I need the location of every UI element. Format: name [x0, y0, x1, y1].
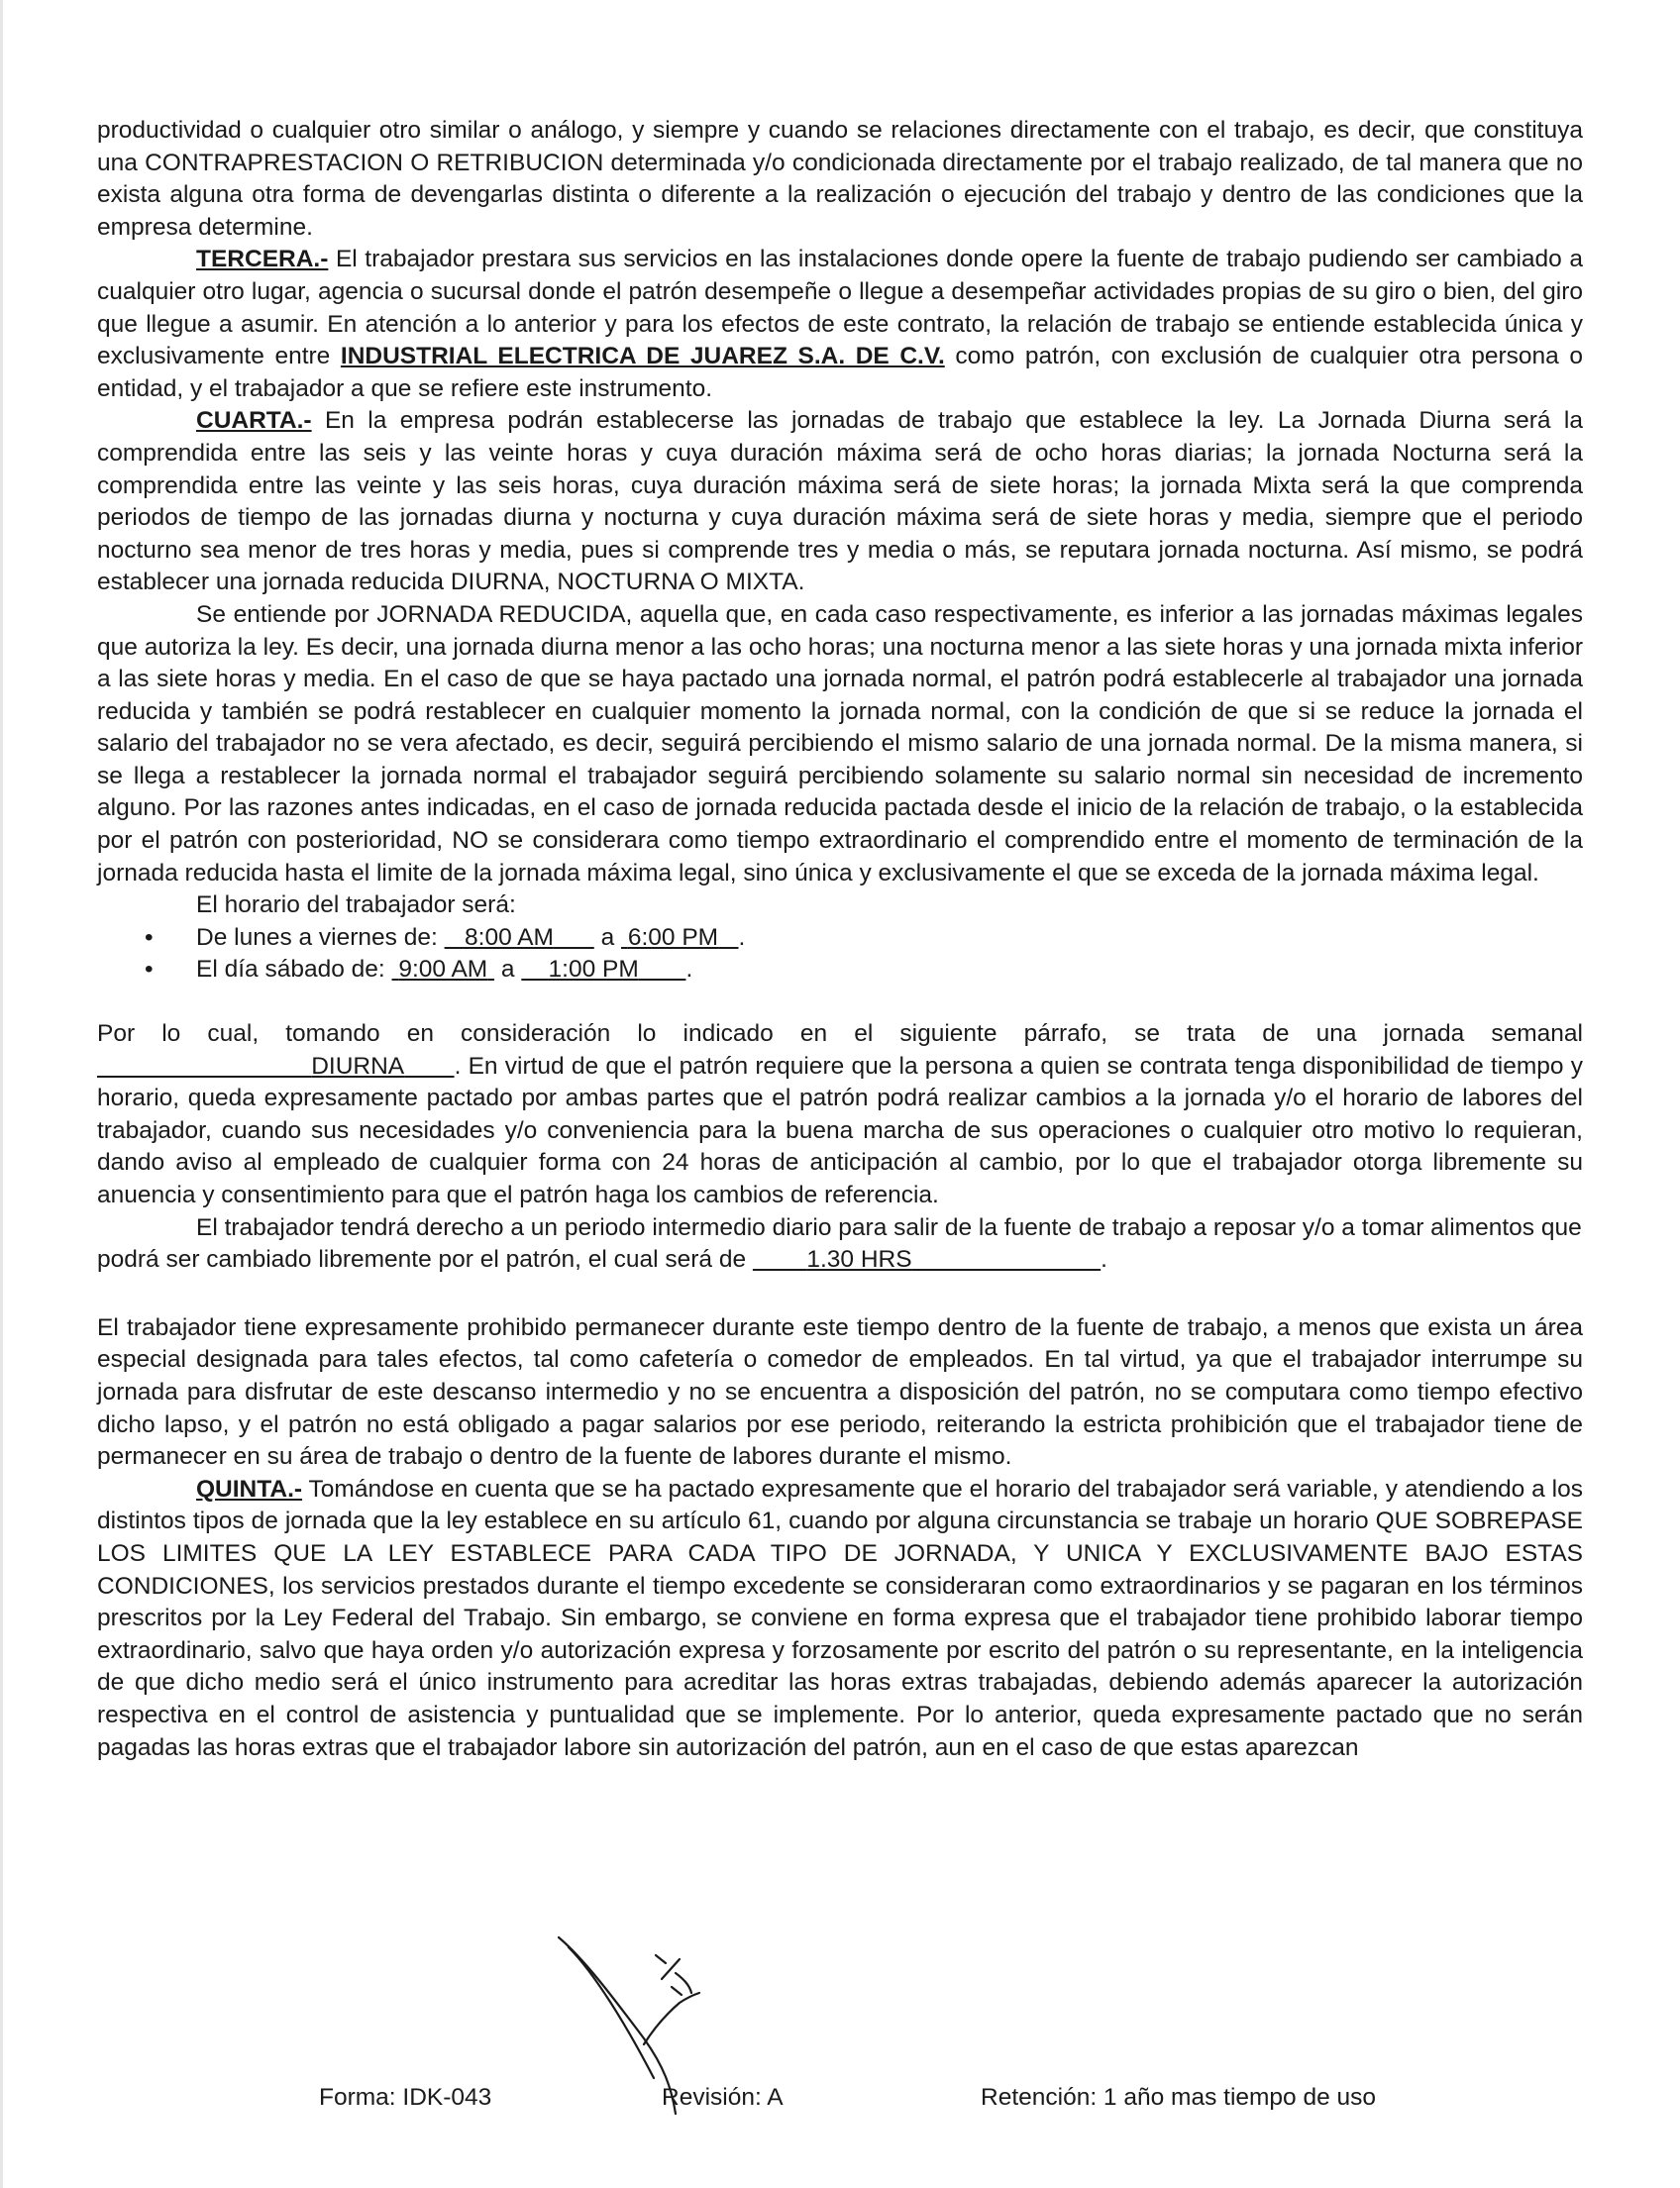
paragraph-jornada-semanal	[97, 1018, 1583, 1212]
schedule-saturday-to: 1:00 PM	[548, 956, 639, 984]
schedule-saturday-label: El día sábado de:	[196, 956, 385, 984]
footer-retention: Retención: 1 año mas tiempo de uso	[981, 2084, 1377, 2111]
scan-edge	[0, 0, 3, 2188]
schedule-weekday: • De lunes a viernes de: 8:00 AM a 6:00 PM .	[97, 922, 1583, 955]
clause-text-tercera-b: como patrón, con exclusión de cualquier otra persona o entidad, y el trabajador a que se refiere este instrumento.	[97, 343, 1583, 402]
contract-body	[97, 115, 1583, 1764]
jornada-type: DIURNA	[311, 1052, 405, 1080]
jornada-text-b: . En virtud de que el patrón requiere que la persona a quien se contrata tenga disponibilidad de tiempo y horario, queda expresamente pactado por ambas partes que el patrón podrá realizar cambios a la jornada y/o el horario de labores del trabajador, cuando sus necesidades y/o conveniencia para la buena marcha de sus operaciones o cualquier otro motivo lo requieran, dando aviso al empleado de cualquier forma con 24 horas de anticipación al cambio, por lo que el trabajador otorga libremente su anuencia y consentimiento para que el patrón haga los cambios de referencia.	[97, 1052, 1583, 1208]
schedule-weekday-from: 8:00 AM	[465, 923, 554, 951]
clause-label-tercera: TERCERA.-	[196, 246, 329, 273]
descanso-text: El trabajador tendrá derecho a un periodo intermedio diario para salir de la fuente de trabajo a reposar y/o a tomar alimentos que podrá ser cambiado libremente por el patrón, el cual será de	[97, 1213, 1582, 1274]
paragraph-descanso: El trabajador tendrá derecho a un periodo intermedio diario para salir de la fuente de trabajo a reposar y/o a tomar alimentos que podrá ser cambiado libremente por el patrón, el cual será de 1.30 HRS .	[97, 1213, 1582, 1274]
spacer	[97, 1277, 1583, 1312]
schedule-saturday-sep: a	[500, 956, 515, 984]
clause-label-quinta: QUINTA.-	[196, 1475, 303, 1503]
schedule-weekday-label: De lunes a viernes de:	[196, 923, 438, 951]
paragraph-productividad: productividad o cualquier otro similar o análogo, y siempre y cuando se relaciones directamente con el trabajo, es decir, que constituya una CONTRAPRESTACION O RETRIBUCION determinada y/o condicionada directamente por el trabajo realizado, de tal manera que no exista alguna otra forma de devengarlas distinta o diferente a la realización o ejecución del trabajo y dentro de las condiciones que la empresa determine.	[97, 117, 1583, 241]
schedule-saturday-from: 9:00 AM	[398, 956, 488, 984]
paragraph-prohibicion: El trabajador tiene expresamente prohibido permanecer durante este tiempo dentro de la fuente de trabajo, a menos que exista un área especial designada para tales efectos, tal como cafetería o comedor de empleados. En tal virtud, ya que el trabajador interrumpe su jornada para disfrutar de este descanso intermedio y no se encuentra a disposición del patrón, no se computara como tiempo efectivo dicho lapso, y el patrón no está obligado a pagar salarios por ese periodo, reiterando la estricta prohibición que el trabajador tiene de permanecer en su área de trabajo o dentro de la fuente de labores durante el mismo.	[97, 1313, 1583, 1471]
clause-label-cuarta: CUARTA.-	[196, 407, 312, 435]
footer-form-code: Forma: IDK-043	[319, 2084, 492, 2111]
schedule-saturday: • El día sábado de: 9:00 AM a 1:00 PM .	[97, 954, 1583, 987]
paragraph-jornada-reducida: Se entiende por JORNADA REDUCIDA, aquella que, en cada caso respectivamente, es inferior a las jornadas máximas legales que autoriza la ley. Es decir, una jornada diurna menor a las ocho horas; una nocturna menor a las siete horas y una jornada mixta inferior a las siete horas y media. En el caso de que se haya pactado una jornada normal, el patrón podrá establecerle al trabajador una jornada reducida y también se podrá restablecer en cualquier momento la jornada normal, con la condición de que si se reduce la jornada el salario del trabajador no se vera afectado, es decir, seguirá percibiendo el mismo salario de una jornada normal. De la misma manera, si se llega a restablecer la jornada normal el trabajador seguirá percibiendo solamente su salario normal sin necesidad de incremento alguno. Por las razones antes indicadas, en el caso de jornada reducida pactada desde el inicio de la relación de trabajo, o la establecida por el patrón con posterioridad, NO se considerara como tiempo extraordinario el comprendido entre el momento de terminación de la jornada reducida hasta el limite de la jornada máxima legal, sino única y exclusivamente el que se exceda de la jornada máxima legal.	[97, 600, 1583, 886]
employer-name: INDUSTRIAL ELECTRICA DE JUAREZ S.A. DE C.V.	[340, 343, 945, 370]
clause-text-quinta: Tomándose en cuenta que se ha pactado expresamente que el horario del trabajador será variable, y atendiendo a los distintos tipos de jornada que la ley establece en su artículo 61, cuando por alguna circunstancia se trabaje un horario QUE SOBREPASE LOS LIMITES QUE LA LEY ESTABLECE PARA CADA TIPO DE JORNADA, Y UNICA Y EXCLUSIVAMENTE BAJO ESTAS CONDICIONES, los servicios prestados durante el tiempo excedente se consideraran como extraordinarios y se pagaran en los términos prescritos por la Ley Federal del Trabajo. Sin embargo, se conviene en forma expresa que el trabajador tiene prohibido laborar tiempo extraordinario, salvo que haya orden y/o autorización expresa y forzosamente por escrito del patrón o su representante, en la inteligencia de que dicho medio será el único instrumento para acreditar las horas extras trabajadas, debiendo además aparecer la autorización respectiva en el control de asistencia y puntualidad que se implemente. Por lo anterior, queda expresamente pactado que no serán pagadas las horas extras que el trabajador labore sin autorización del patrón, aun en el caso de que estas aparezcan	[97, 1475, 1583, 1761]
bullet-icon: •	[145, 923, 154, 951]
jornada-text-a: Por lo cual, tomando en consideración lo indicado en el siguiente párrafo, se trata de una jornada semanal	[97, 1020, 1583, 1048]
schedule-weekday-sep: a	[600, 923, 615, 951]
clause-cuarta	[97, 405, 1583, 599]
descanso-value: 1.30 HRS	[806, 1246, 912, 1274]
footer-revision: Revisión: A	[662, 2084, 784, 2111]
bullet-icon: •	[145, 956, 154, 984]
clause-tercera	[97, 244, 1583, 405]
schedule-intro: El horario del trabajador será:	[196, 891, 516, 919]
clause-quinta	[97, 1474, 1583, 1764]
spacer	[97, 987, 1583, 1018]
clause-text-cuarta: En la empresa podrán establecerse las jornadas de trabajo que establece la ley. La Jornada Diurna será la comprendida entre las seis y las veinte horas y cuya duración máxima será de ocho horas diarias; la jornada Nocturna será la comprendida entre las veinte y las seis horas, cuya duración máxima será de siete horas; la jornada Mixta será la que comprenda periodos de tiempo de las jornadas diurna y nocturna y cuya duración máxima será de siete horas y media, siempre que el periodo nocturno sea menor de tres horas y media, pues si comprende tres y media o más, se reputara jornada nocturna. Así mismo, se podrá establecer una jornada reducida DIURNA, NOCTURNA O MIXTA.	[97, 407, 1583, 596]
clause-text-tercera-a: El trabajador prestara sus servicios en las instalaciones donde opere la fuente de trabajo pudiendo ser cambiado a cualquier otro lugar, agencia o sucursal donde el patrón desempeñe o llegue a desempeñar actividades propias de su giro o bien, del giro que llegue a asumir. En atención a lo anterior y para los efectos de este contrato, la relación de trabajo se entiende establecida única y exclusivamente entre	[97, 246, 1583, 370]
schedule-weekday-to: 6:00 PM	[627, 923, 719, 951]
